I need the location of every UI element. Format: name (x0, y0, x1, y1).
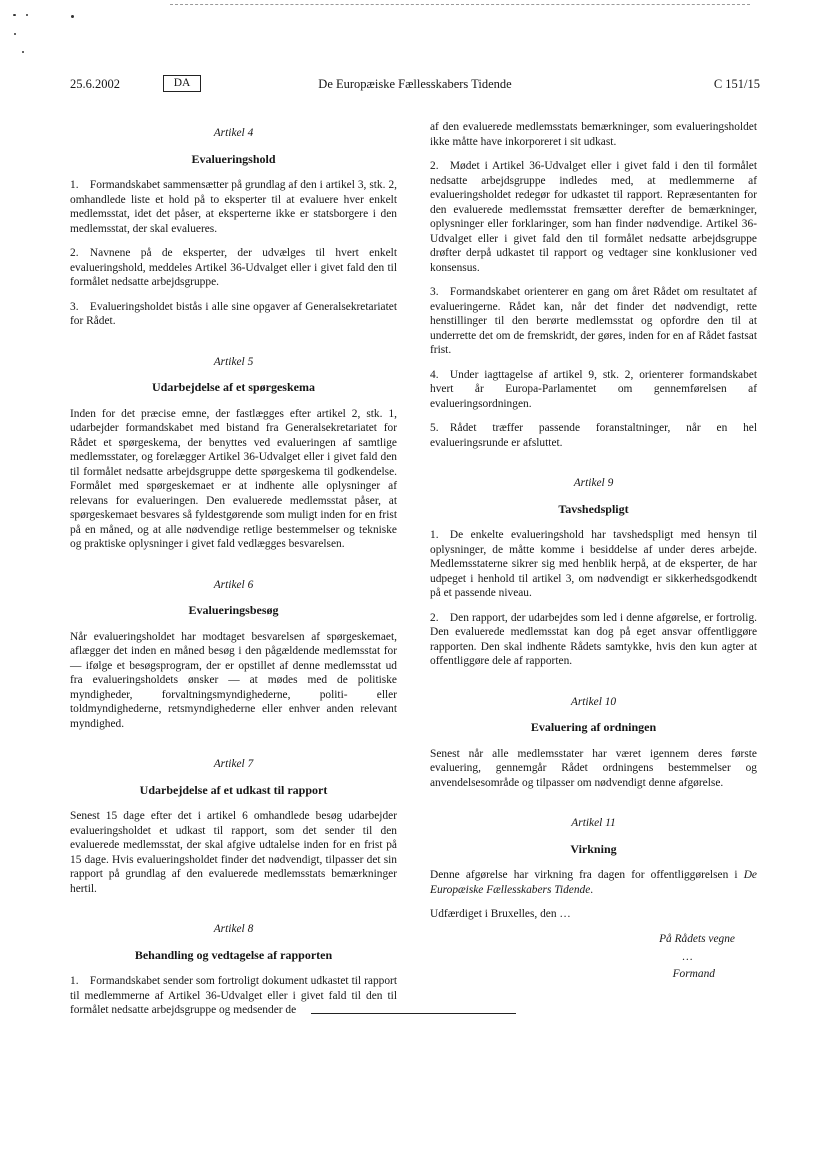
paragraph: Senest 15 dage efter det i artikel 6 omhandlede besøg udarbejder evalueringsholdet et udkast til rapport, som det sender til den evaluerede medlemsstat, der skal afgive udtalelse inden for en frist på 15 dage. Hvis evalueringsholdet finder det nødvendigt, tilpasser det sin rapport på grundlag af den evaluerede medlemsstats bemærkninger hertil. (70, 810, 397, 895)
article-heading: Udarbejdelse af et udkast til rapport (139, 782, 328, 797)
end-rule (311, 1013, 516, 1014)
left-column (70, 120, 397, 1028)
article-label: Artikel 9 (573, 477, 614, 489)
signature-on-behalf: På Rådets vegne (659, 932, 735, 945)
journal-title: De Europæiske Fællesskabers Tidende (318, 77, 512, 91)
paragraph: Senest når alle medlemsstater har været igennem deres første evaluering, gennemgår Rådet ordningens bestemmelser og anvendelsesområde og tilpasser om nødvendigt denne afgørelse. (430, 747, 757, 789)
article-label: Artikel 5 (213, 355, 254, 368)
scan-speck (13, 14, 16, 16)
paragraph: 4. Under iagttagelse af artikel 9, stk. 2, orienterer formandskabet hvert år Europa-Parlamentet om gennemførelsen af evalueringsordningen. (430, 368, 757, 410)
scan-speck (26, 14, 28, 16)
article-label: Artikel 10 (570, 695, 617, 708)
article-heading: Evalueringshold (191, 151, 276, 166)
paragraph: 3. Evalueringsholdet bistås i alle sine opgaver af Generalsekretariatet for Rådet. (70, 300, 397, 327)
right-column (430, 120, 757, 981)
journal-name: De Europæiske Fællesskabers Tidende (430, 869, 757, 896)
article-heading: Tavshedspligt (558, 501, 629, 516)
scan-speck (22, 51, 24, 53)
paragraph: 3. Formandskabet orienterer en gang om året Rådet om resultatet af evalueringerne. Rådet kan, når det finder det nødvendigt, rette henstillinger til den berørte medlemsstat og opfordre den til at underrette det om de fremskridt, der gøres, inden for en af Rådet fastsat frist. (430, 286, 757, 356)
done-at: Udfærdiget i Bruxelles, den … (430, 908, 571, 920)
scan-speck (14, 33, 16, 35)
paragraph (430, 868, 757, 897)
article-heading: Udarbejdelse af et spørgeskema (152, 380, 315, 394)
paragraph: 1. Formandskabet sammensætter på grundlag af den i artikel 3, stk. 2, omhandlede liste et hold på to eksperter til at evaluere hver enkelt medlemsstat, idet det påser, at eksperterne ikke er statsborgere i den medlemsstat, der skal evalueres. (70, 179, 397, 235)
paragraph-text: Denne afgørelse har virkning fra dagen for offentliggørelsen i (430, 869, 744, 881)
article-heading: Behandling og vedtagelse af rapporten (134, 947, 333, 962)
paragraph: af den evaluerede medlemsstats bemærkninger, som evalueringsholdet ikke måtte have inkorporeret i sit udkast. (430, 121, 757, 148)
scan-speck (71, 15, 74, 18)
paragraph: Når evalueringsholdet har modtaget besvarelsen af spørgeskemaet, aflægger det inden en måned besøg i den pågældende medlemsstat for — ifølge et besøgsprogram, der er opstillet af denne medlemsstat ud fra evalueringsholdets ønsker — at mødes med de politiske myndigheder, forvaltningsmyndighederne, politi- eller toldmyndighederne, retsmyndighederne eller enhver anden relevant myndighed. (70, 630, 397, 730)
paragraph: Inden for det præcise emne, der fastlægges efter artikel 2, stk. 1, udarbejder formandskabet med bistand fra Generalsekretariatet for Rådet et spørgeskema, der benyttes ved evalueringen af samtlige medlemsstater, og forelægger Artikel 36-Udvalget eller i givet fald den til formålet nedsatte arbejdsgruppe dette spørgeskema til godkendelse. Formålet med spørgeskemaet er at indhente alle oplysninger af relevans for evalueringen. Den evaluerede medlemsstat påser, at spørgeskemaet besvares så fyldestgørende som muligt inden for en frist på en måned, og at alle nødvendige retlige bestemmelser og tekniske og praktiske oplysninger i givet fald vedlægges besvarelsen. (70, 407, 397, 550)
article-label: Artikel 6 (213, 578, 254, 591)
paragraph-text: . (590, 883, 594, 896)
article-heading: Virkning (570, 841, 617, 856)
scan-top-rule (170, 4, 750, 5)
page-reference: C 151/15 (713, 77, 760, 91)
paragraph: 1. Formandskabet sender som fortroligt dokument udkastet til rapport til medlemmerne af Artikel 36-Udvalget eller i givet fald til den til formålet nedsatte arbejdsgruppe og medsender de (70, 975, 397, 1016)
article-label: Artikel 4 (213, 127, 254, 139)
paragraph: 1. De enkelte evalueringshold har tavshedspligt med hensyn til oplysninger, de måtte komme i besiddelse af under deres arbejde. Medlemsstaterne sikrer sig med henblik herpå, at de eksperter, de har udpeget i henhold til artikel 3, om nødvendigt er sikkerhedsgodkendt på et passende niveau. (430, 529, 757, 599)
signature-dots: … (681, 951, 693, 963)
article-label: Artikel 7 (213, 758, 254, 770)
language-box: DA (163, 75, 201, 92)
page-header (70, 77, 760, 95)
signature-title: Formand (672, 967, 715, 980)
article-label: Artikel 8 (213, 923, 254, 935)
paragraph: 2. Mødet i Artikel 36-Udvalget eller i givet fald i den til formålet nedsatte arbejdsgruppe indledes med, at medlemmerne af evalueringsholdet redegør for udkastet til rapport. Repræsentanten for den evaluerede medlemsstat fremsætter derefter de bemærkninger, oplysninger eller forklaringer, som han finder nødvendige. Artikel 36-Udvalget eller i givet fald den til formålet nedsatte arbejdsgruppe drøfter derpå udkastet til rapport og vedtager sine konklusioner ved konsensus. (430, 160, 757, 274)
article-label: Artikel 11 (571, 817, 616, 829)
paragraph: 5. Rådet træffer passende foranstaltninger, når en hel evalueringsrunde er afsluttet. (430, 422, 757, 449)
header-date: 25.6.2002 (70, 77, 120, 91)
paragraph: 2. Navnene på de eksperter, der udvælges til hvert enkelt evalueringshold, meddeles Artikel 36-Udvalget eller i givet fald den til formålet nedsatte arbejdsgruppe. (70, 247, 397, 288)
article-heading: Evaluering af ordningen (530, 720, 657, 734)
paragraph: 2. Den rapport, der udarbejdes som led i denne afgørelse, er fortrolig. Den evaluerede medlemsstat kan dog på eget ansvar offentliggøre rapporten. Den skal indhente Rådets samtykke, hvis den kun agter at offentliggøre dele af rapporten. (430, 611, 757, 667)
article-heading: Evalueringsbesøg (188, 603, 279, 617)
